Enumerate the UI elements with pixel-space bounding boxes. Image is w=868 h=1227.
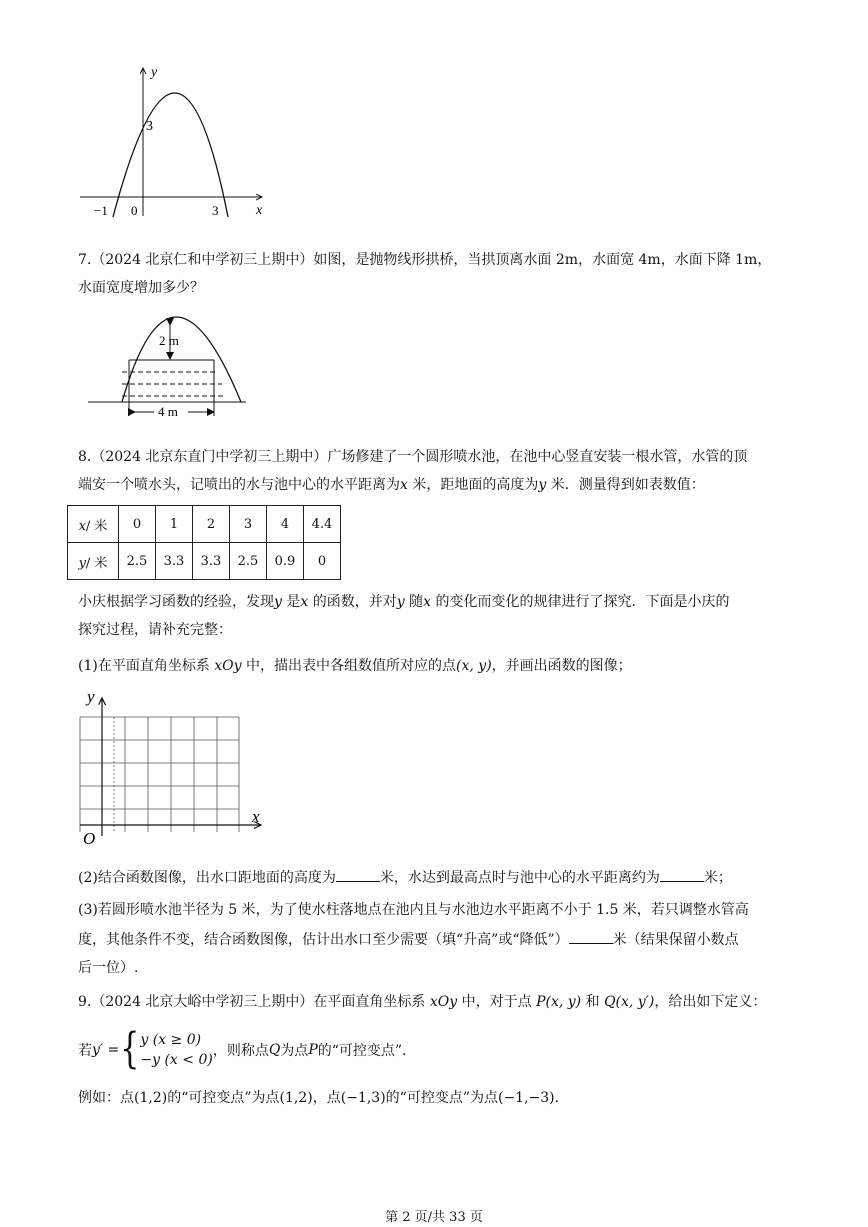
data-table — [67, 505, 341, 580]
table-cell: 1 — [156, 506, 193, 543]
q8-text-line4: 探究过程，请补充完整： — [78, 622, 232, 638]
table-cell: 2 — [193, 506, 230, 543]
grid-y-label: y — [87, 687, 95, 706]
arch-height-label: 2 m — [159, 333, 179, 348]
neg-one-label: −1 — [94, 203, 108, 218]
arch-bridge-figure — [86, 312, 256, 424]
three-label: 3 — [212, 203, 219, 218]
table-cell: 2.5 — [230, 543, 267, 580]
blank-grid — [76, 686, 276, 852]
q8-part1: (1)在平面直角坐标系 xOy 中，描出表中各组数值所对应的点(x, y)，并画出函数的图像； — [78, 658, 632, 674]
brace-symbol: { — [120, 1024, 140, 1074]
origin-label: 0 — [131, 203, 138, 218]
q9-text-line1: 9.（2024 北京大峪中学初三上期中）在平面直角坐标系 xOy 中，对于点 P(x, y) 和 Q(x, y′)，给出如下定义： — [78, 994, 767, 1010]
table-cell: 4.4 — [304, 506, 341, 543]
table-header-y: y/ 米 — [68, 543, 119, 580]
arch-width-label: 4 m — [158, 404, 178, 419]
q8-part3-line3: 后一位）. — [78, 960, 139, 976]
q9-example: 例如：点(1,2)的“可控变点”为点(1,2)，点(−1,3)的“可控变点”为点(−1,−3). — [78, 1090, 560, 1106]
table-header-x: x/ 米 — [68, 506, 119, 543]
page-footer: 第 2 页/共 33 页 — [385, 1210, 483, 1225]
table-cell: 2.5 — [119, 543, 156, 580]
parabola-graph — [76, 62, 276, 222]
table-row — [68, 543, 341, 580]
q8-text-line2: 端安一个喷水头，记喷出的水与池中心的水平距离为x 米，距地面的高度为y 米．测量得到如表数值： — [78, 477, 705, 493]
grid-x-label: x — [252, 807, 260, 826]
table-cell: 0.9 — [267, 543, 304, 580]
q8-part2: (2)结合函数图像，出水口距地面的高度为 米，水达到最高点时与池中心的水平距离约为 米； — [78, 864, 798, 892]
answer-blank-1[interactable] — [336, 867, 380, 882]
q8-part3-line2: 度，其他条件不变，结合函数图像，估计出水口至少需要（填“升高”或“降低”） 米（结果保留小数点 — [78, 926, 798, 954]
x-axis-label: x — [256, 203, 263, 218]
answer-blank-3[interactable] — [569, 929, 613, 944]
q8-text-line3: 小庆根据学习函数的经验，发现y 是x 的函数，并对y 随x 的变化而变化的规律进行了探究．下面是小庆的 — [78, 594, 730, 610]
y-axis-label: y — [151, 65, 158, 80]
q7-text-line1: 7.（2024 北京仁和中学初三上期中）如图，是抛物线形拱桥，当拱顶离水面 2m，水面宽 4m，水面下降 1m， — [78, 252, 772, 268]
q8-part3-line1: (3)若圆形喷水池半径为 5 米，为了使水柱落地点在池内且与水池边水平距离不小于 1.5 米，若只调整水管高 — [78, 902, 749, 918]
table-cell: 4 — [267, 506, 304, 543]
q9-definition: 若 y′ = { y (x ≥ 0) −y (x < 0) ，则称点 Q 为点 P 的“可控变点”. — [78, 1024, 407, 1074]
parabola-curve — [113, 93, 228, 217]
answer-blank-2[interactable] — [660, 867, 704, 882]
table-cell: 3.3 — [193, 543, 230, 580]
table-row — [68, 506, 341, 543]
table-cell: 0 — [119, 506, 156, 543]
table-cell: 3 — [230, 506, 267, 543]
q7-text-line2: 水面宽度增加多少？ — [78, 280, 204, 296]
y-intercept-label: 3 — [146, 119, 153, 134]
table-cell: 3.3 — [156, 543, 193, 580]
piecewise-cases: y (x ≥ 0) −y (x < 0) — [140, 1032, 213, 1068]
table-cell: 0 — [304, 543, 341, 580]
q8-text-line1: 8.（2024 北京东直门中学初三上期中）广场修建了一个圆形喷水池，在池中心竖直安装一根水管，水管的顶 — [78, 449, 748, 465]
grid-origin-label: O — [83, 829, 96, 848]
